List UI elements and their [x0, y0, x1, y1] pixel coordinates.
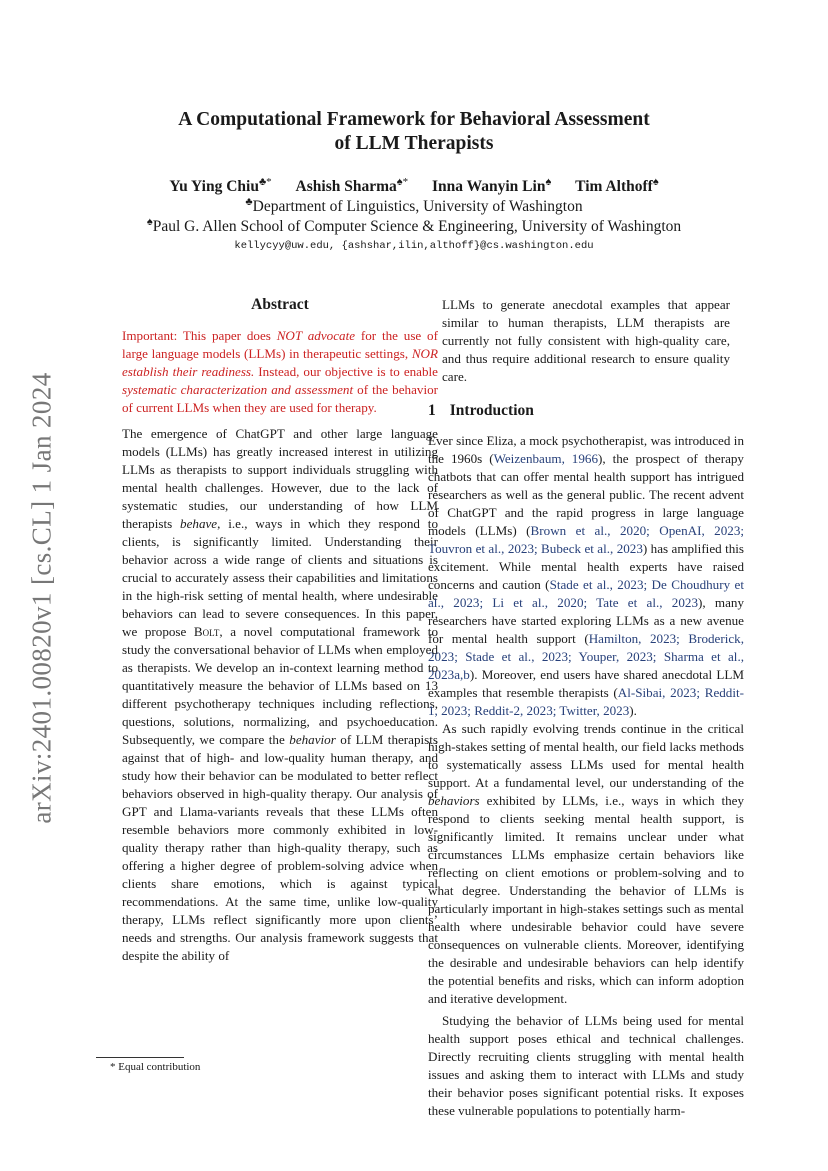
left-column — [122, 296, 438, 965]
author-emails: kellycyy@uw.edu, {ashshar,ilin,althoff}@cs.washington.edu — [234, 240, 594, 252]
affiliation-allen-school: ♠Paul G. Allen School of Computer Science & Engineering, University of Washington — [146, 216, 682, 236]
author: Ashish Sharma♠* — [295, 176, 409, 196]
citation-link[interactable]: Hamilton, 2023; Broderick, 2023; Stade et al., 2023; Youper, 2023; Sharma et al., 2023a,b — [428, 631, 744, 682]
abstract-heading: Abstract — [251, 296, 309, 313]
citation-link[interactable]: Stade et al., 2023; De Choudhury et al., 2023; Li et al., 2020; Tate et al., 2023 — [428, 577, 744, 610]
footnote-rule — [96, 1057, 184, 1058]
arxiv-stamp: arXiv:2401.00820v1 [cs.CL] 1 Jan 2024 — [26, 372, 57, 824]
important-notice: Important: This paper does NOT advocate for the use of large language models (LLMs) in therapeutic settings, NOR establish their readiness. Instead, our objective is to enable systematic characterization and assessment of the behavior of current LLMs when they are used for therapy. — [122, 328, 438, 415]
footnote: * Equal contribution — [110, 1061, 201, 1073]
intro-paragraph-3: Studying the behavior of LLMs being used for mental health support poses ethical and technical challenges. Directly recruiting clients struggling with mental health issues and asking them to interact with LLMs and study their behavior poses significant potential risks. It exposes these vulnerable populations to potentially harm- — [428, 1013, 744, 1118]
author: Tim Althoff♠ — [575, 176, 659, 196]
abstract-body: The emergence of ChatGPT and other large language models (LLMs) has greatly increased interest in utilizing LLMs as therapists to support individuals struggling with mental health challenges. However, due to the lack of systematic studies, our understanding of how LLM therapists behave, i.e., ways in which they respond to clients, is significantly limited. Understanding their behavior across a wide range of clients and situations is crucial to accurately assess their capabilities and limitations in the high-risk setting of mental health, where undesirable behaviors can lead to severe consequences. In this paper, we propose Bolt, a novel computational framework to study the conversational behavior of LLMs when employed as therapists. We develop an in-context learning method to quantitatively measure the behavior of LLMs based on 13 different psychotherapy techniques including reflections, questions, solutions, normalizing, and psychoeducation. Subsequently, we compare the behavior of LLM therapists against that of high- and low-quality human therapy, and study how their behavior can be modulated to better reflect behaviors observed in high-quality therapy. Our analysis of GPT and Llama-variants reveals that these LLMs often resemble behaviors more commonly exhibited in low-quality therapy rather than high-quality therapy, such as offering a higher degree of problem-solving advice when clients share emotions, which is against typical recommendations. At the same time, unlike low-quality therapy, LLMs reflect significantly more upon clients’ needs and strengths. Our analysis framework suggests that despite the ability of — [122, 426, 438, 963]
author: Inna Wanyin Lin♠ — [431, 176, 552, 196]
paper-title-line-1: A Computational Framework for Behavioral Assessment — [178, 109, 650, 130]
citation-link[interactable]: Brown et al., 2020; OpenAI, 2023; Touvron et al., 2023; Bubeck et al., 2023 — [428, 523, 744, 556]
citation-link[interactable]: Weizenbaum, 1966 — [493, 451, 598, 466]
right-column — [428, 296, 744, 1120]
paper-title-line-2: of LLM Therapists — [334, 133, 494, 154]
intro-paragraph-1: Ever since Eliza, a mock psychotherapist, was introduced in the 1960s (Weizenbaum, 1966), the prospect of therapy chatbots that can offer mental health support has intrigued researchers as well as the general public. The recent advent of ChatGPT and the rapid progress in large language models (LLMs) (Brown et al., 2020; OpenAI, 2023; Touvron et al., 2023; Bubeck et al., 2023) has amplified this excitement. While mental health experts have raised concerns and caution (Stade et al., 2023; De Choudhury et al., 2023; Li et al., 2020; Tate et al., 2023), many researchers have started exploring LLMs as a new avenue for mental health support (Hamilton, 2023; Broderick, 2023; Stade et al., 2023; Youper, 2023; Sharma et al., 2023a,b). Moreover, end users have shared anecdotal LLM examples that resemble therapists (Al-Sibai, 2023; Reddit-1, 2023; Reddit-2, 2023; Twitter, 2023). — [428, 433, 745, 718]
intro-paragraph-2: As such rapidly evolving trends continue in the critical high-stakes setting of mental health, our field lacks methods to systematically assess LLMs used for mental health support. At a fundamental level, our understanding of the behaviors exhibited by LLMs, i.e., ways in which they respond to clients seeking mental health support, is significantly limited. It remains unclear under what circumstances LLMs emphasize certain behaviors like reflecting on client emotions or problem-solving and to what degree. Understanding the behavior of LLMs is particularly important in high-stakes settings such as mental health where undesirable behavior could have severe consequences on vulnerable clients. Moreover, identifying the desirable and undesirable behaviors can help identify the potential benefits and risks, which can inform adoption and iterative development. — [428, 721, 744, 1006]
author-list — [0, 176, 828, 196]
section-heading-introduction: 1 Introduction — [428, 402, 534, 419]
author: Yu Ying Chiu♣* — [169, 176, 272, 196]
abstract-body-continued: LLMs to generate anecdotal examples that appear similar to human therapists, LLM therapists are currently not fully consistent with high-quality care, and thus require additional research to ensure quality care. — [442, 297, 730, 384]
citation-link[interactable]: Al-Sibai, 2023; Reddit-1, 2023; Reddit-2, 2023; Twitter, 2023 — [428, 685, 744, 718]
affiliation-linguistics: ♣Department of Linguistics, University of Washington — [245, 196, 583, 216]
